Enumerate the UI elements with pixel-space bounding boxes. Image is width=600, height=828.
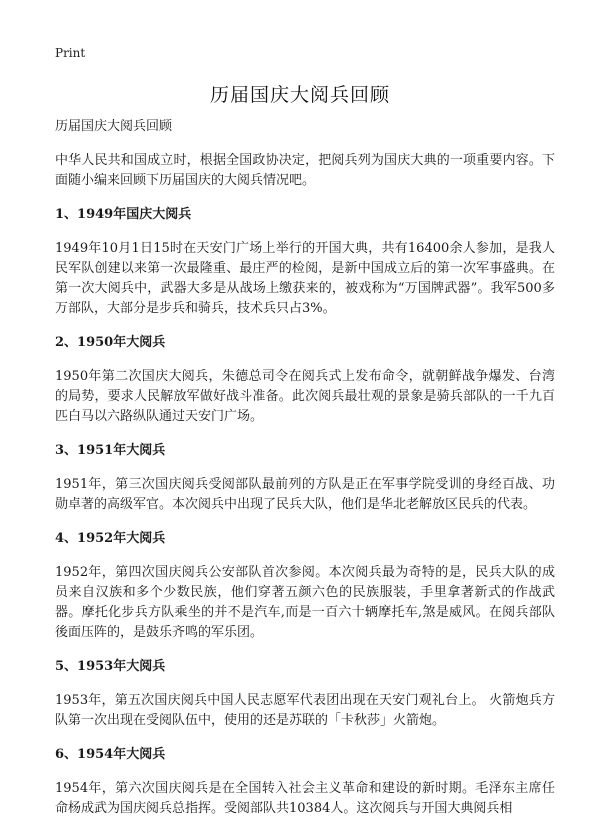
section-body: 1950年第二次国庆大阅兵，朱德总司令在阅兵式上发布命令，就朝鲜战争爆发、台湾的局势，要求人民解放军做好战斗准备。此次阅兵最壮观的景象是骑兵部队的一千九百匹白马以六路纵队通过天安门广场。	[55, 369, 555, 424]
print-link[interactable]: Print	[55, 46, 86, 60]
section-heading: 6、1954年大阅兵	[55, 747, 166, 762]
section-heading: 3、1951年大阅兵	[55, 443, 166, 458]
section-1954	[55, 745, 555, 819]
section-1952	[55, 529, 555, 643]
section-heading: 4、1952年大阅兵	[55, 531, 166, 546]
section-body: 1952年，第四次国庆阅兵公安部队首次参阅。本次阅兵最为奇特的是，民兵大队的成员来自汉族和多个少数民族，他们穿著五颜六色的民族服装，手里拿著新式的作战武器。摩托化步兵方队乘坐的并不是汽车,而是一百六十辆摩托车,煞是威风。在阅兵部队後面压阵的，是鼓乐齐鸣的军乐团。	[55, 565, 555, 640]
section-1950	[55, 333, 555, 427]
section-1949	[55, 205, 555, 319]
section-body: 1951年，第三次国庆阅兵受阅部队最前列的方队是正在军事学院受训的身经百战、功勋卓著的高级军官。本次阅兵中出现了民兵大队，他们是华北老解放区民兵的代表。	[55, 477, 555, 512]
article-subtitle: 历届国庆大阅兵回顾	[55, 119, 173, 134]
section-body: 1949年10月1日15时在天安门广场上举行的开国大典，共有16400余人参加，是我人民军队创建以来第一次最隆重、最庄严的检阅，是新中国成立后的第一次军事盛典。在第一次大阅兵中，武器大多是从战场上缴获来的，被戏称为“万国牌武器”。我军500多万部队，大部分是步兵和骑兵，技术兵只占3%。	[55, 241, 555, 316]
section-1953	[55, 657, 555, 731]
section-heading: 2、1950年大阅兵	[55, 335, 166, 350]
section-heading: 5、1953年大阅兵	[55, 659, 166, 674]
section-heading: 1、1949年国庆大阅兵	[55, 207, 192, 222]
document-title: 历届国庆大阅兵回顾	[209, 84, 390, 106]
article-intro: 中华人民共和国成立时，根据全国政协决定，把阅兵列为国庆大典的一项重要内容。下面随小编来回顾下历届国庆的大阅兵情况吧。	[55, 153, 555, 188]
article-content	[55, 117, 555, 828]
section-1951	[55, 441, 555, 515]
section-body: 1954年，第六次国庆阅兵是在全国转入社会主义革命和建设的新时期。毛泽东主席任命杨成武为国庆阅兵总指挥。受阅部队共10384人。这次阅兵与开国大典阅兵相	[55, 781, 555, 816]
section-body: 1953年，第五次国庆阅兵中国人民志愿军代表团出现在天安门观礼台上。 火箭炮兵方队第一次出现在受阅队伍中，使用的还是苏联的「卡秋莎」火箭炮。	[55, 693, 555, 728]
